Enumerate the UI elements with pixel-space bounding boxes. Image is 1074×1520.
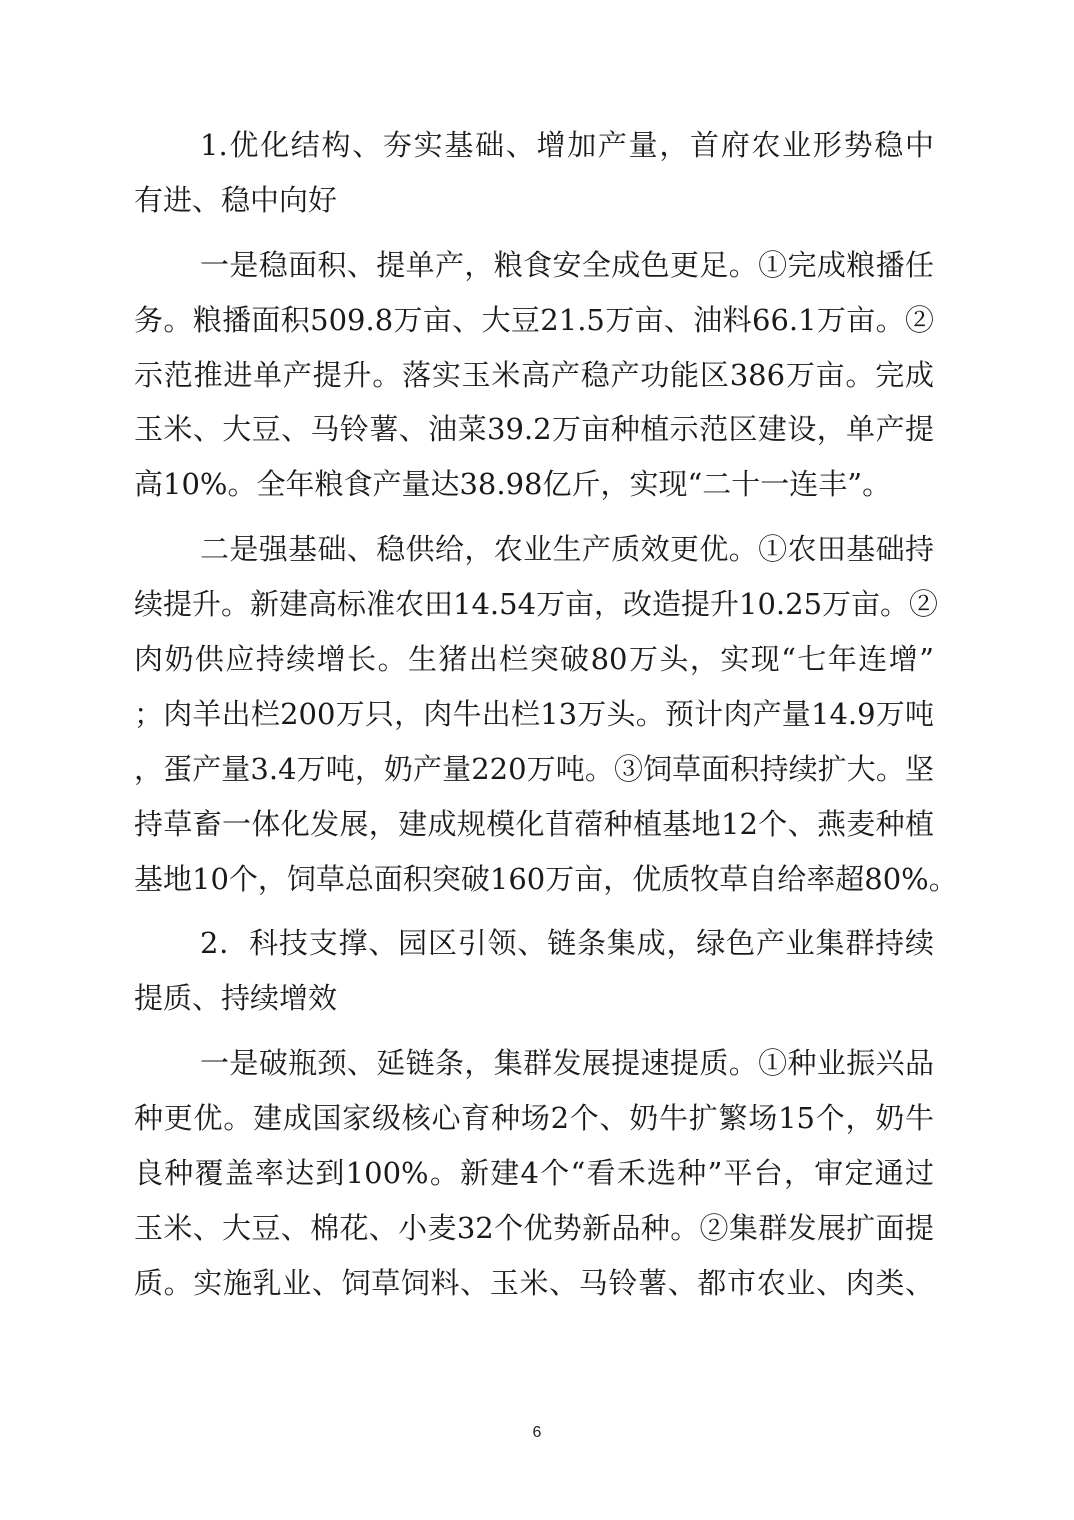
text-line: 务。粮播面积509.8万亩、大豆21.5万亩、油料66.1万亩。② xyxy=(134,302,934,337)
text-line: 良种覆盖率达到100%。新建4个“看禾选种”平台，审定通过 xyxy=(134,1156,934,1191)
document-body xyxy=(134,118,958,1311)
text-line: 玉米、大豆、棉花、小麦32个优势新品种。②集群发展扩面提 xyxy=(134,1210,934,1245)
text-line: 1.优化结构、夯实基础、增加产量，首府农业形势稳中 xyxy=(200,128,934,162)
text-line: 续提升。新建高标准农田14.54万亩，改造提升10.25万亩。② xyxy=(134,587,939,622)
text-line: ，蛋产量3.4万吨，奶产量220万吨。③饲草面积持续扩大。坚 xyxy=(134,751,934,786)
text-line: 玉米、大豆、马铃薯、油菜39.2万亩种植示范区建设，单产提 xyxy=(134,412,934,447)
text-line: 二是强基础、稳供给，农业生产质效更优。①农田基础持 xyxy=(200,532,934,567)
paragraph-grain-security xyxy=(134,238,934,512)
section-heading-1 xyxy=(134,118,934,228)
text-line: 肉奶供应持续增长。生猪出栏突破80万头，实现“七年连增” xyxy=(134,642,934,677)
text-line: 提质、持续增效 xyxy=(134,981,338,1016)
text-line: 种更优。建成国家级核心育种场2个、奶牛扩繁场15个，奶牛 xyxy=(134,1101,934,1136)
text-line: 示范推进单产提升。落实玉米高产稳产功能区386万亩。完成 xyxy=(134,357,934,392)
paragraph-production-quality xyxy=(134,522,958,906)
text-line: 持草畜一体化发展，建成规模化苜蓿种植基地12个、燕麦种植 xyxy=(134,806,934,841)
text-line: 高10%。全年粮食产量达38.98亿斤，实现“二十一连丰”。 xyxy=(134,467,892,502)
text-line: 基地10个，饲草总面积突破160万亩，优质牧草自给率超80%。 xyxy=(134,861,958,896)
page-number: 6 xyxy=(532,1424,542,1441)
text-line: ；肉羊出栏200万只，肉牛出栏13万头。预计肉产量14.9万吨 xyxy=(134,696,934,731)
text-line: 有进、稳中向好 xyxy=(134,182,338,217)
text-line: 质。实施乳业、饲草饲料、玉米、马铃薯、都市农业、肉类、 xyxy=(134,1265,934,1300)
text-line: 一是稳面积、提单产，粮食安全成色更足。①完成粮播任 xyxy=(200,247,934,282)
text-line: 2．科技支撑、园区引领、链条集成，绿色产业集群持续 xyxy=(200,926,934,961)
paragraph-industry-cluster xyxy=(134,1036,934,1310)
text-line: 一是破瓶颈、延链条，集群发展提速提质。①种业振兴品 xyxy=(200,1046,934,1081)
section-heading-2 xyxy=(134,916,934,1026)
